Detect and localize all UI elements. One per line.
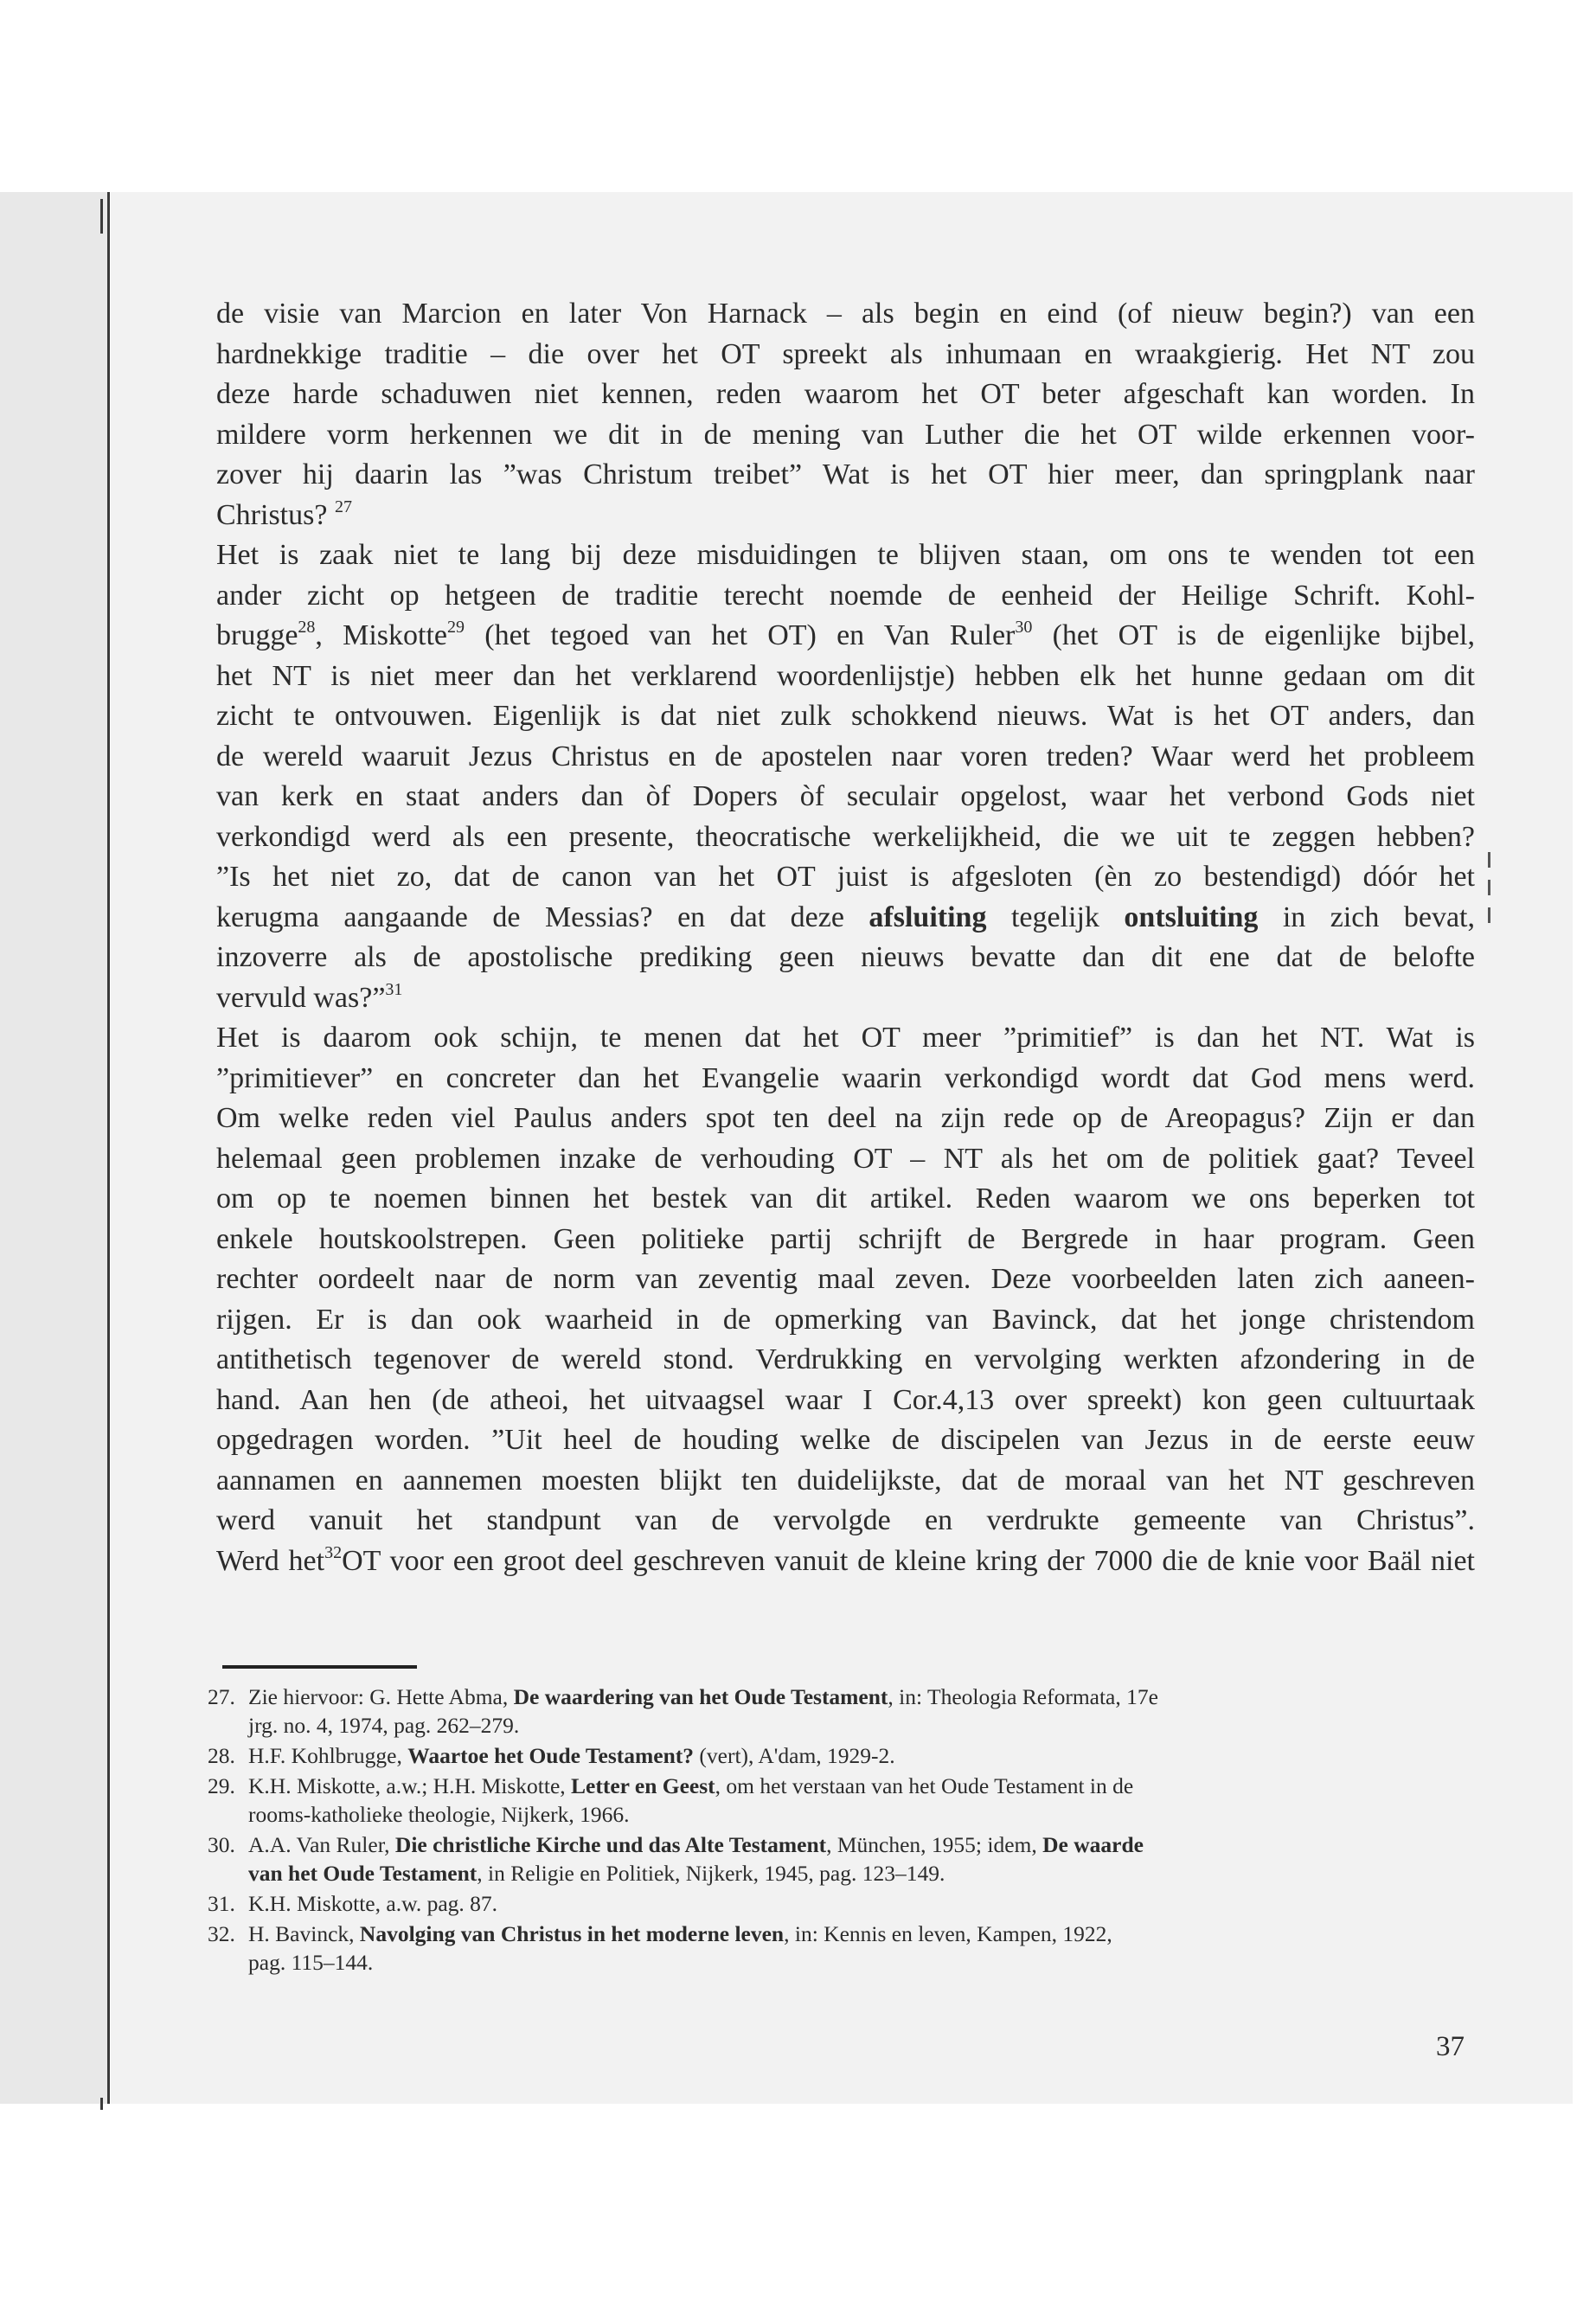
margin-marks bbox=[1488, 852, 1490, 935]
footnote-32: 32. H. Bavinck, Navolging van Christus in het moderne leven, in: Kennis en leven, Kampen, 1922, pag. 115–144. bbox=[208, 1921, 1112, 1975]
footnote-rule bbox=[222, 1665, 417, 1669]
text-line: verkondigd werd als een presente, theocratische werkelijkheid, die we uit te zeggen hebben? bbox=[216, 820, 1475, 853]
footnote-28: 28. H.F. Kohlbrugge, Waartoe het Oude Testament? (vert), A'dam, 1929-2. bbox=[208, 1743, 895, 1768]
text-line: hand. Aan hen (de atheoi, het uitvaagsel waar I Cor.4,13 over spreekt) kon geen cultuurtaak bbox=[216, 1383, 1475, 1416]
text-line: werd vanuit het standpunt van de vervolgde en verdrukte gemeente van Christus”. bbox=[216, 1504, 1475, 1536]
footnote-29: 29. K.H. Miskotte, a.w.; H.H. Miskotte, Letter en Geest, om het verstaan van het Oude Testament in de rooms-katholieke theologie, Nijkerk, 1966. bbox=[208, 1773, 1134, 1827]
text-line: brugge$^{28}$, Miskotte$^{29}$ (het tegoed van het OT) en Van Ruler$^{30}$ (het OT is de eigenlijke bijbel, bbox=[216, 618, 1475, 651]
text-line: rijgen. Er is dan ook waarheid in de opmerking van Bavinck, dat het jonge christendom bbox=[216, 1303, 1475, 1336]
text-line: antithetisch tegenover de wereld stond. Verdrukking en vervolging werkten afzondering in de bbox=[216, 1343, 1475, 1375]
body-text bbox=[216, 294, 1475, 1581]
text-line: de visie van Marcion en later Von Harnack – als begin en eind (of nieuw begin?) van een bbox=[216, 298, 1475, 330]
text-line: het NT is niet meer dan het verklarend woordenlijstje) hebben elk het hunne gedaan om dit bbox=[216, 659, 1475, 692]
footnote-30: 30. A.A. Van Ruler, Die christliche Kirche und das Alte Testament, München, 1955; idem, De waarde van het Oude Testament, in Religie en Politiek, Nijkerk, 1945, pag. 123–149. bbox=[208, 1832, 1144, 1886]
text-line: Werd het$^{32}$OT voor een groot deel geschreven vanuit de kleine kring der 7000 die de knie voor Baäl niet bbox=[216, 1542, 1475, 1577]
margin-tick bbox=[1488, 907, 1490, 923]
footnote-27: 27. Zie hiervoor: G. Hette Abma, De waardering van het Oude Testament, in: Theologia Reformata, 17e jrg. no. 4, 1974, pag. 262–279. bbox=[208, 1684, 1158, 1738]
footnote-ref: 27 bbox=[334, 497, 352, 516]
text-line: inzoverre als de apostolische prediking geen nieuws bevatte dan dit ene dat de belofte bbox=[216, 941, 1475, 973]
text-line: aannamen en aannemen moesten blijkt ten duidelijkste, dat de moraal van het NT geschreven bbox=[216, 1464, 1475, 1497]
text-line: ander zicht op hetgeen de traditie terecht noemde de eenheid der Heilige Schrift. Kohl- bbox=[216, 579, 1475, 612]
text-line: Christus? $^{27}$ bbox=[216, 497, 352, 531]
text-line: ”Is het niet zo, dat de canon van het OT juist is afgesloten (èn zo bestendigd) dóór het bbox=[216, 861, 1475, 893]
text-line: hardnekkige traditie – die over het OT spreekt als inhumaan en wraakgierig. Het NT zou bbox=[216, 337, 1475, 370]
margin-tick bbox=[1488, 880, 1490, 895]
footnote-31: 31. K.H. Miskotte, a.w. pag. 87. bbox=[208, 1891, 498, 1916]
margin-tick bbox=[1488, 852, 1490, 868]
footnote-ref: 30 bbox=[1015, 618, 1033, 637]
text-line: zover hij daarin las ”was Christum treibet” Wat is het OT hier meer, dan springplank naar bbox=[216, 458, 1475, 490]
text-line: Het is zaak niet te lang bij deze misduidingen te blijven staan, om ons te wenden tot een bbox=[216, 539, 1475, 571]
footnote-ref: 29 bbox=[447, 618, 465, 637]
text-line: vervuld was?”$^{31}$ bbox=[216, 979, 403, 1014]
text-line: enkele houtskoolstrepen. Geen politieke partij schrijft de Bergrede in haar program. Geen bbox=[216, 1222, 1475, 1255]
text-line: de wereld waaruit Jezus Christus en de apostelen naar voren treden? Waar werd het probleem bbox=[216, 740, 1475, 772]
text-line: kerugma aangaande de Messias? en dat deze afsluiting tegelijk ontsluiting in zich bevat, bbox=[216, 901, 1476, 933]
text-line: ”primitiever” en concreter dan het Evangelie waarin verkondigd wordt dat God mens werd. bbox=[216, 1061, 1475, 1094]
footnotes bbox=[208, 1682, 1479, 1978]
text-line: opgedragen worden. ”Uit heel de houding welke de discipelen van Jezus in de eerste eeuw bbox=[216, 1424, 1475, 1456]
text-line: van kerk en staat anders dan òf Dopers òf seculair opgelost, waar het verbond Gods niet bbox=[216, 780, 1475, 812]
text-line: helemaal geen problemen inzake de verhouding OT – NT als het om de politiek gaat? Teveel bbox=[216, 1142, 1475, 1175]
previous-page-edge bbox=[0, 192, 110, 2104]
text-line: mildere vorm herkennen we dit in de mening van Luther die het OT wilde erkennen voor- bbox=[216, 418, 1475, 451]
footnote-ref: 32 bbox=[324, 1542, 343, 1562]
footnote-ref: 31 bbox=[385, 979, 403, 999]
page-number: 37 bbox=[1436, 2031, 1465, 2062]
page-edge bbox=[1573, 192, 1596, 2104]
footnote-ref: 28 bbox=[298, 618, 316, 637]
spine-mark bbox=[100, 199, 103, 234]
text-line: deze harde schaduwen niet kennen, reden waarom het OT beter afgeschaft kan worden. In bbox=[216, 378, 1475, 410]
text-line: Om welke reden viel Paulus anders spot ten deel na zijn rede op de Areopagus? Zijn er dan bbox=[216, 1102, 1475, 1134]
text-line: rechter oordeelt naar de norm van zeventig maal zeven. Deze voorbeelden laten zich aaneen- bbox=[216, 1263, 1475, 1295]
text-line: om op te noemen binnen het bestek van dit artikel. Reden waarom we ons beperken tot bbox=[216, 1183, 1475, 1215]
text-line: zicht te ontvouwen. Eigenlijk is dat niet zulk schokkend nieuws. Wat is het OT anders, dan bbox=[216, 700, 1475, 732]
text-line: Het is daarom ook schijn, te menen dat het OT meer ”primitief” is dan het NT. Wat is bbox=[216, 1022, 1475, 1054]
